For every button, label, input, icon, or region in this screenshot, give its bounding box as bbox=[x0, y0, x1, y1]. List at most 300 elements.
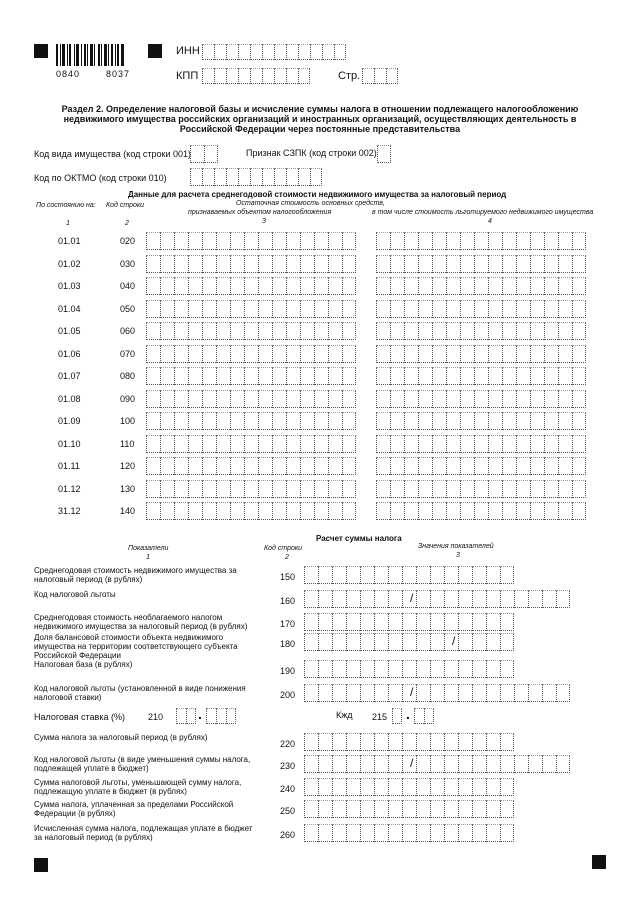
input-cell[interactable] bbox=[332, 566, 346, 584]
calc-value-input[interactable] bbox=[304, 633, 514, 651]
input-cell[interactable] bbox=[190, 168, 202, 186]
calc-value-input[interactable] bbox=[304, 684, 570, 702]
input-cell[interactable] bbox=[418, 277, 432, 295]
input-cell[interactable] bbox=[202, 168, 214, 186]
input-cell[interactable] bbox=[300, 390, 314, 408]
input-cell[interactable] bbox=[528, 590, 542, 608]
input-cell[interactable] bbox=[332, 613, 346, 631]
input-cell[interactable] bbox=[444, 778, 458, 796]
input-cell[interactable] bbox=[388, 566, 402, 584]
input-cell[interactable] bbox=[402, 733, 416, 751]
input-cell[interactable] bbox=[558, 232, 572, 250]
input-cell[interactable] bbox=[516, 390, 530, 408]
input-cell[interactable] bbox=[258, 390, 272, 408]
input-cell[interactable] bbox=[250, 68, 262, 84]
input-cell[interactable] bbox=[332, 824, 346, 842]
input-cell[interactable] bbox=[332, 633, 346, 651]
input-cell[interactable] bbox=[286, 277, 300, 295]
input-cell[interactable] bbox=[314, 412, 328, 430]
input-cell[interactable] bbox=[188, 367, 202, 385]
input-cell[interactable] bbox=[392, 708, 402, 724]
input-cell[interactable] bbox=[328, 457, 342, 475]
input-cell[interactable] bbox=[300, 435, 314, 453]
szpk-input[interactable] bbox=[377, 145, 391, 163]
avg-residual-value-input[interactable] bbox=[146, 232, 356, 250]
input-cell[interactable] bbox=[530, 367, 544, 385]
input-cell[interactable] bbox=[300, 277, 314, 295]
input-cell[interactable] bbox=[502, 300, 516, 318]
input-cell[interactable] bbox=[216, 390, 230, 408]
input-cell[interactable] bbox=[244, 255, 258, 273]
input-cell[interactable] bbox=[300, 480, 314, 498]
input-cell[interactable] bbox=[390, 457, 404, 475]
input-cell[interactable] bbox=[472, 613, 486, 631]
input-cell[interactable] bbox=[304, 566, 318, 584]
input-cell[interactable] bbox=[416, 755, 430, 773]
input-cell[interactable] bbox=[388, 824, 402, 842]
input-cell[interactable] bbox=[388, 660, 402, 678]
input-cell[interactable] bbox=[514, 684, 528, 702]
input-cell[interactable] bbox=[544, 255, 558, 273]
input-cell[interactable] bbox=[328, 480, 342, 498]
input-cell[interactable] bbox=[460, 435, 474, 453]
input-cell[interactable] bbox=[244, 232, 258, 250]
input-cell[interactable] bbox=[318, 660, 332, 678]
input-cell[interactable] bbox=[332, 684, 346, 702]
input-cell[interactable] bbox=[346, 755, 360, 773]
input-cell[interactable] bbox=[300, 367, 314, 385]
input-cell[interactable] bbox=[230, 277, 244, 295]
input-cell[interactable] bbox=[530, 390, 544, 408]
avg-residual-value-input[interactable] bbox=[146, 435, 356, 453]
input-cell[interactable] bbox=[402, 824, 416, 842]
input-cell[interactable] bbox=[328, 502, 342, 520]
input-cell[interactable] bbox=[472, 800, 486, 818]
input-cell[interactable] bbox=[342, 390, 356, 408]
input-cell[interactable] bbox=[486, 824, 500, 842]
input-cell[interactable] bbox=[516, 345, 530, 363]
input-cell[interactable] bbox=[488, 412, 502, 430]
input-cell[interactable] bbox=[216, 300, 230, 318]
input-cell[interactable] bbox=[544, 435, 558, 453]
input-cell[interactable] bbox=[502, 277, 516, 295]
input-cell[interactable] bbox=[402, 613, 416, 631]
input-cell[interactable] bbox=[390, 412, 404, 430]
input-cell[interactable] bbox=[418, 367, 432, 385]
calc-value-input[interactable] bbox=[304, 755, 570, 773]
input-cell[interactable] bbox=[474, 502, 488, 520]
input-cell[interactable] bbox=[542, 590, 556, 608]
input-cell[interactable] bbox=[188, 502, 202, 520]
input-cell[interactable] bbox=[418, 255, 432, 273]
input-cell[interactable] bbox=[304, 590, 318, 608]
input-cell[interactable] bbox=[262, 44, 274, 60]
input-cell[interactable] bbox=[286, 44, 298, 60]
input-cell[interactable] bbox=[544, 277, 558, 295]
input-cell[interactable] bbox=[486, 633, 500, 651]
input-cell[interactable] bbox=[500, 778, 514, 796]
input-cell[interactable] bbox=[388, 800, 402, 818]
input-cell[interactable] bbox=[332, 800, 346, 818]
input-cell[interactable] bbox=[446, 232, 460, 250]
input-cell[interactable] bbox=[516, 300, 530, 318]
input-cell[interactable] bbox=[346, 733, 360, 751]
input-cell[interactable] bbox=[530, 345, 544, 363]
avg-exempt-value-input[interactable] bbox=[376, 255, 586, 273]
input-cell[interactable] bbox=[558, 457, 572, 475]
input-cell[interactable] bbox=[272, 502, 286, 520]
input-cell[interactable] bbox=[446, 255, 460, 273]
input-cell[interactable] bbox=[174, 300, 188, 318]
input-cell[interactable] bbox=[286, 502, 300, 520]
input-cell[interactable] bbox=[486, 755, 500, 773]
avg-exempt-value-input[interactable] bbox=[376, 300, 586, 318]
input-cell[interactable] bbox=[346, 590, 360, 608]
input-cell[interactable] bbox=[272, 457, 286, 475]
input-cell[interactable] bbox=[360, 613, 374, 631]
kkd-integer-input[interactable] bbox=[392, 708, 402, 724]
input-cell[interactable] bbox=[202, 277, 216, 295]
avg-residual-value-input[interactable] bbox=[146, 367, 356, 385]
avg-residual-value-input[interactable] bbox=[146, 345, 356, 363]
input-cell[interactable] bbox=[314, 322, 328, 340]
input-cell[interactable] bbox=[472, 755, 486, 773]
input-cell[interactable] bbox=[342, 300, 356, 318]
input-cell[interactable] bbox=[160, 322, 174, 340]
input-cell[interactable] bbox=[346, 613, 360, 631]
input-cell[interactable] bbox=[230, 435, 244, 453]
input-cell[interactable] bbox=[474, 300, 488, 318]
input-cell[interactable] bbox=[418, 345, 432, 363]
input-cell[interactable] bbox=[388, 778, 402, 796]
input-cell[interactable] bbox=[314, 300, 328, 318]
input-cell[interactable] bbox=[304, 684, 318, 702]
input-cell[interactable] bbox=[300, 412, 314, 430]
avg-exempt-value-input[interactable] bbox=[376, 457, 586, 475]
input-cell[interactable] bbox=[444, 824, 458, 842]
input-cell[interactable] bbox=[458, 800, 472, 818]
input-cell[interactable] bbox=[318, 633, 332, 651]
input-cell[interactable] bbox=[190, 145, 204, 163]
input-cell[interactable] bbox=[146, 502, 160, 520]
input-cell[interactable] bbox=[188, 277, 202, 295]
input-cell[interactable] bbox=[238, 168, 250, 186]
input-cell[interactable] bbox=[188, 345, 202, 363]
input-cell[interactable] bbox=[516, 277, 530, 295]
input-cell[interactable] bbox=[176, 708, 186, 724]
input-cell[interactable] bbox=[390, 255, 404, 273]
kpp-input[interactable] bbox=[202, 68, 310, 84]
input-cell[interactable] bbox=[418, 457, 432, 475]
input-cell[interactable] bbox=[572, 345, 586, 363]
input-cell[interactable] bbox=[488, 345, 502, 363]
input-cell[interactable] bbox=[404, 300, 418, 318]
input-cell[interactable] bbox=[500, 684, 514, 702]
avg-exempt-value-input[interactable] bbox=[376, 367, 586, 385]
input-cell[interactable] bbox=[346, 778, 360, 796]
input-cell[interactable] bbox=[146, 322, 160, 340]
input-cell[interactable] bbox=[516, 322, 530, 340]
input-cell[interactable] bbox=[286, 435, 300, 453]
kkd-fraction-input[interactable] bbox=[414, 708, 434, 724]
input-cell[interactable] bbox=[390, 232, 404, 250]
input-cell[interactable] bbox=[202, 255, 216, 273]
input-cell[interactable] bbox=[572, 435, 586, 453]
input-cell[interactable] bbox=[188, 322, 202, 340]
input-cell[interactable] bbox=[486, 684, 500, 702]
input-cell[interactable] bbox=[216, 457, 230, 475]
input-cell[interactable] bbox=[390, 502, 404, 520]
input-cell[interactable] bbox=[346, 824, 360, 842]
input-cell[interactable] bbox=[376, 277, 390, 295]
input-cell[interactable] bbox=[488, 255, 502, 273]
input-cell[interactable] bbox=[402, 633, 416, 651]
input-cell[interactable] bbox=[460, 480, 474, 498]
input-cell[interactable] bbox=[342, 232, 356, 250]
input-cell[interactable] bbox=[244, 322, 258, 340]
input-cell[interactable] bbox=[318, 824, 332, 842]
input-cell[interactable] bbox=[458, 755, 472, 773]
input-cell[interactable] bbox=[404, 367, 418, 385]
input-cell[interactable] bbox=[486, 800, 500, 818]
input-cell[interactable] bbox=[174, 412, 188, 430]
input-cell[interactable] bbox=[458, 590, 472, 608]
input-cell[interactable] bbox=[304, 755, 318, 773]
input-cell[interactable] bbox=[502, 480, 516, 498]
input-cell[interactable] bbox=[346, 800, 360, 818]
input-cell[interactable] bbox=[328, 435, 342, 453]
input-cell[interactable] bbox=[418, 390, 432, 408]
input-cell[interactable] bbox=[244, 300, 258, 318]
input-cell[interactable] bbox=[514, 755, 528, 773]
input-cell[interactable] bbox=[432, 367, 446, 385]
input-cell[interactable] bbox=[202, 480, 216, 498]
input-cell[interactable] bbox=[174, 277, 188, 295]
input-cell[interactable] bbox=[318, 800, 332, 818]
input-cell[interactable] bbox=[402, 800, 416, 818]
input-cell[interactable] bbox=[174, 457, 188, 475]
input-cell[interactable] bbox=[404, 457, 418, 475]
input-cell[interactable] bbox=[174, 480, 188, 498]
input-cell[interactable] bbox=[402, 660, 416, 678]
input-cell[interactable] bbox=[460, 255, 474, 273]
calc-value-input[interactable] bbox=[304, 566, 514, 584]
input-cell[interactable] bbox=[146, 457, 160, 475]
input-cell[interactable] bbox=[430, 778, 444, 796]
input-cell[interactable] bbox=[318, 755, 332, 773]
input-cell[interactable] bbox=[390, 277, 404, 295]
input-cell[interactable] bbox=[244, 435, 258, 453]
input-cell[interactable] bbox=[202, 367, 216, 385]
input-cell[interactable] bbox=[472, 733, 486, 751]
input-cell[interactable] bbox=[160, 345, 174, 363]
input-cell[interactable] bbox=[544, 457, 558, 475]
input-cell[interactable] bbox=[146, 367, 160, 385]
input-cell[interactable] bbox=[460, 390, 474, 408]
input-cell[interactable] bbox=[332, 755, 346, 773]
input-cell[interactable] bbox=[304, 660, 318, 678]
input-cell[interactable] bbox=[458, 684, 472, 702]
input-cell[interactable] bbox=[558, 255, 572, 273]
input-cell[interactable] bbox=[446, 435, 460, 453]
input-cell[interactable] bbox=[388, 755, 402, 773]
input-cell[interactable] bbox=[300, 322, 314, 340]
input-cell[interactable] bbox=[258, 255, 272, 273]
input-cell[interactable] bbox=[174, 502, 188, 520]
input-cell[interactable] bbox=[530, 232, 544, 250]
input-cell[interactable] bbox=[334, 44, 346, 60]
input-cell[interactable] bbox=[374, 684, 388, 702]
input-cell[interactable] bbox=[460, 232, 474, 250]
input-cell[interactable] bbox=[376, 502, 390, 520]
input-cell[interactable] bbox=[244, 367, 258, 385]
input-cell[interactable] bbox=[202, 435, 216, 453]
input-cell[interactable] bbox=[174, 232, 188, 250]
input-cell[interactable] bbox=[486, 778, 500, 796]
input-cell[interactable] bbox=[304, 800, 318, 818]
calc-value-input[interactable] bbox=[304, 800, 514, 818]
input-cell[interactable] bbox=[418, 232, 432, 250]
input-cell[interactable] bbox=[544, 367, 558, 385]
input-cell[interactable] bbox=[516, 435, 530, 453]
input-cell[interactable] bbox=[432, 345, 446, 363]
input-cell[interactable] bbox=[272, 480, 286, 498]
input-cell[interactable] bbox=[446, 457, 460, 475]
input-cell[interactable] bbox=[416, 566, 430, 584]
input-cell[interactable] bbox=[230, 390, 244, 408]
input-cell[interactable] bbox=[342, 480, 356, 498]
input-cell[interactable] bbox=[502, 322, 516, 340]
input-cell[interactable] bbox=[214, 44, 226, 60]
input-cell[interactable] bbox=[542, 684, 556, 702]
input-cell[interactable] bbox=[402, 684, 416, 702]
input-cell[interactable] bbox=[286, 480, 300, 498]
input-cell[interactable] bbox=[460, 502, 474, 520]
input-cell[interactable] bbox=[328, 232, 342, 250]
input-cell[interactable] bbox=[286, 68, 298, 84]
input-cell[interactable] bbox=[432, 457, 446, 475]
input-cell[interactable] bbox=[544, 412, 558, 430]
input-cell[interactable] bbox=[488, 367, 502, 385]
input-cell[interactable] bbox=[444, 613, 458, 631]
input-cell[interactable] bbox=[416, 800, 430, 818]
input-cell[interactable] bbox=[558, 435, 572, 453]
input-cell[interactable] bbox=[216, 367, 230, 385]
input-cell[interactable] bbox=[432, 300, 446, 318]
input-cell[interactable] bbox=[488, 300, 502, 318]
input-cell[interactable] bbox=[258, 412, 272, 430]
input-cell[interactable] bbox=[188, 412, 202, 430]
input-cell[interactable] bbox=[160, 277, 174, 295]
input-cell[interactable] bbox=[262, 68, 274, 84]
input-cell[interactable] bbox=[328, 367, 342, 385]
input-cell[interactable] bbox=[226, 44, 238, 60]
input-cell[interactable] bbox=[390, 322, 404, 340]
input-cell[interactable] bbox=[388, 733, 402, 751]
input-cell[interactable] bbox=[160, 367, 174, 385]
calc-value-input[interactable] bbox=[304, 824, 514, 842]
input-cell[interactable] bbox=[544, 502, 558, 520]
input-cell[interactable] bbox=[188, 480, 202, 498]
avg-exempt-value-input[interactable] bbox=[376, 390, 586, 408]
input-cell[interactable] bbox=[328, 277, 342, 295]
input-cell[interactable] bbox=[542, 755, 556, 773]
input-cell[interactable] bbox=[314, 480, 328, 498]
input-cell[interactable] bbox=[204, 145, 218, 163]
avg-residual-value-input[interactable] bbox=[146, 457, 356, 475]
input-cell[interactable] bbox=[310, 44, 322, 60]
input-cell[interactable] bbox=[258, 345, 272, 363]
input-cell[interactable] bbox=[460, 322, 474, 340]
input-cell[interactable] bbox=[402, 778, 416, 796]
input-cell[interactable] bbox=[446, 480, 460, 498]
input-cell[interactable] bbox=[530, 457, 544, 475]
input-cell[interactable] bbox=[416, 633, 430, 651]
input-cell[interactable] bbox=[376, 345, 390, 363]
avg-residual-value-input[interactable] bbox=[146, 255, 356, 273]
input-cell[interactable] bbox=[318, 613, 332, 631]
input-cell[interactable] bbox=[230, 232, 244, 250]
input-cell[interactable] bbox=[314, 232, 328, 250]
input-cell[interactable] bbox=[472, 590, 486, 608]
avg-exempt-value-input[interactable] bbox=[376, 502, 586, 520]
input-cell[interactable] bbox=[572, 322, 586, 340]
input-cell[interactable] bbox=[572, 390, 586, 408]
input-cell[interactable] bbox=[328, 300, 342, 318]
input-cell[interactable] bbox=[374, 824, 388, 842]
input-cell[interactable] bbox=[272, 345, 286, 363]
input-cell[interactable] bbox=[572, 502, 586, 520]
input-cell[interactable] bbox=[188, 232, 202, 250]
input-cell[interactable] bbox=[502, 232, 516, 250]
input-cell[interactable] bbox=[272, 300, 286, 318]
input-cell[interactable] bbox=[272, 367, 286, 385]
input-cell[interactable] bbox=[418, 300, 432, 318]
input-cell[interactable] bbox=[258, 435, 272, 453]
input-cell[interactable] bbox=[544, 322, 558, 340]
input-cell[interactable] bbox=[446, 390, 460, 408]
input-cell[interactable] bbox=[558, 300, 572, 318]
input-cell[interactable] bbox=[388, 590, 402, 608]
input-cell[interactable] bbox=[390, 345, 404, 363]
input-cell[interactable] bbox=[258, 457, 272, 475]
input-cell[interactable] bbox=[160, 457, 174, 475]
input-cell[interactable] bbox=[244, 480, 258, 498]
input-cell[interactable] bbox=[342, 367, 356, 385]
input-cell[interactable] bbox=[404, 390, 418, 408]
input-cell[interactable] bbox=[300, 345, 314, 363]
input-cell[interactable] bbox=[558, 502, 572, 520]
input-cell[interactable] bbox=[272, 255, 286, 273]
input-cell[interactable] bbox=[458, 566, 472, 584]
input-cell[interactable] bbox=[202, 68, 214, 84]
input-cell[interactable] bbox=[418, 412, 432, 430]
input-cell[interactable] bbox=[300, 457, 314, 475]
input-cell[interactable] bbox=[402, 755, 416, 773]
input-cell[interactable] bbox=[474, 435, 488, 453]
input-cell[interactable] bbox=[404, 345, 418, 363]
input-cell[interactable] bbox=[244, 345, 258, 363]
input-cell[interactable] bbox=[558, 412, 572, 430]
input-cell[interactable] bbox=[318, 566, 332, 584]
input-cell[interactable] bbox=[314, 390, 328, 408]
input-cell[interactable] bbox=[458, 733, 472, 751]
avg-residual-value-input[interactable] bbox=[146, 390, 356, 408]
input-cell[interactable] bbox=[286, 412, 300, 430]
input-cell[interactable] bbox=[488, 435, 502, 453]
input-cell[interactable] bbox=[390, 435, 404, 453]
input-cell[interactable] bbox=[486, 733, 500, 751]
